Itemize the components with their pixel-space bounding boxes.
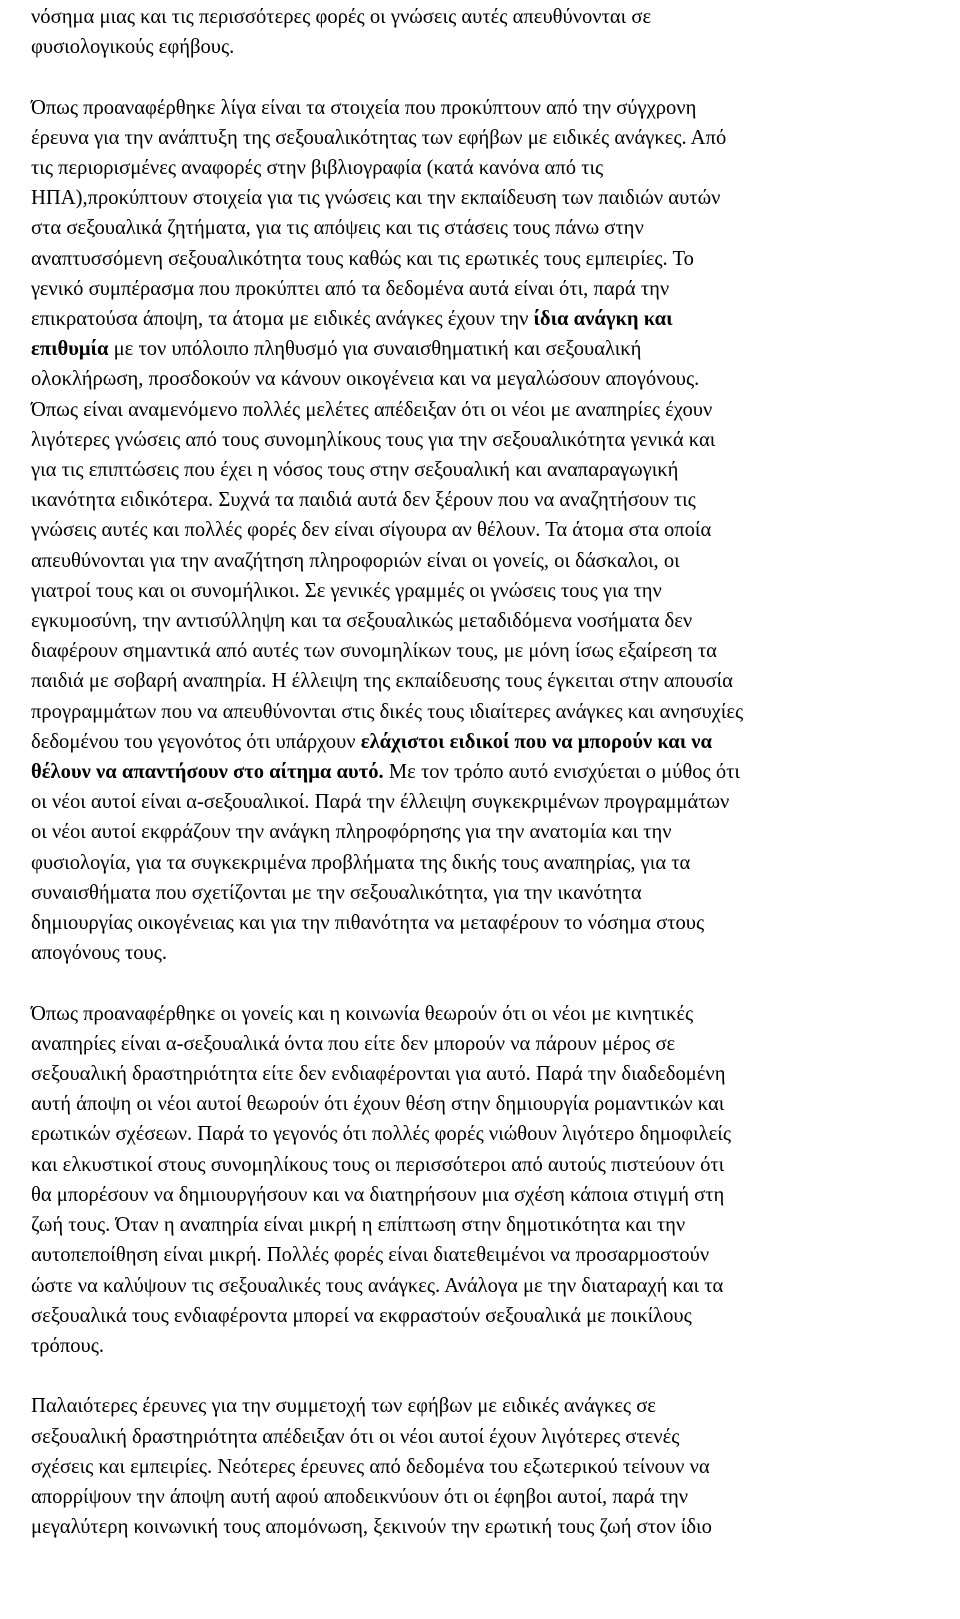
text-line: φυσιολογικούς εφήβους. <box>31 36 235 59</box>
paragraph-gap <box>31 968 946 998</box>
text-line: γνώσεις αυτές και πολλές φορές δεν είναι σίγουρα αν θέλουν. Τα άτομα στα οποία <box>31 519 712 542</box>
paragraph-1 <box>31 2 946 62</box>
text-line: συναισθήματα που σχετίζονται με την σεξουαλικότητα, για την ικανότητα <box>31 881 642 904</box>
text-line: τρόπους. <box>31 1334 105 1357</box>
paragraph-gap <box>31 1361 946 1391</box>
bold-emphasis: θέλουν να απαντήσουν στο αίτημα αυτό. <box>31 761 384 784</box>
text-line: διαφέρουν σημαντικά από αυτές των συνομηλίκων τους, με μόνη ίσως εξαίρεση τα <box>31 640 717 663</box>
text-line: ερωτικών σχέσεων. Παρά το γεγονός ότι πολλές φορές νιώθουν λιγότερο δημοφιλείς <box>31 1123 732 1146</box>
text-line: ζωή τους. Όταν η αναπηρία είναι μικρή η επίπτωση στην δημοτικότητα και την <box>31 1214 686 1237</box>
text-line: σχέσεις και εμπειρίες. Νεότερες έρευνες από δεδομένα του εξωτερικού τείνουν να <box>31 1455 710 1478</box>
text-line: λιγότερες γνώσεις από τους συνομηλίκους τους για την σεξουαλικότητα γενικά και <box>31 428 716 451</box>
text-line: απογόνους τους. <box>31 942 168 965</box>
text-line: σεξουαλικά τους ενδιαφέροντα μπορεί να εκφραστούν σεξουαλικά με ποικίλους <box>31 1304 692 1327</box>
text-line: Όπως είναι αναμενόμενο πολλές μελέτες απέδειξαν ότι οι νέοι με αναπηρίες έχουν <box>31 398 713 421</box>
text-line: ώστε να καλύψουν τις σεξουαλικές τους ανάγκες. Ανάλογα με την διαταραχή και τα <box>31 1274 724 1297</box>
text-line: αναπτυσσόμενη σεξουαλικότητα τους καθώς και τις ερωτικές τους εμπειρίες. Το <box>31 247 694 270</box>
text-line: στα σεξουαλικά ζητήματα, για τις απόψεις και τις στάσεις τους πάνω στην <box>31 217 644 240</box>
bold-emphasis: ελάχιστοι ειδικοί που να μπορούν και να <box>360 730 712 753</box>
text-line: ΗΠΑ),προκύπτουν στοιχεία για τις γνώσεις και την εκπαίδευση των παιδιών αυτών <box>31 187 721 210</box>
bold-emphasis: επιθυμία <box>31 338 109 361</box>
text-line: ικανότητα ειδικότερα. Συχνά τα παιδιά αυτά δεν ξέρουν που να αναζητήσουν τις <box>31 489 696 512</box>
text-line: Παλαιότερες έρευνες για την συμμετοχή των εφήβων με ειδικές ανάγκες σε <box>31 1395 656 1418</box>
text-line: παιδιά με σοβαρή αναπηρία. Η έλλειψη της εκπαίδευσης τους έγκειται στην απουσία <box>31 670 733 693</box>
text-line: αυτοπεποίθηση είναι μικρή. Πολλές φορές είναι διατεθειμένοι να προσαρμοστούν <box>31 1244 710 1267</box>
text-line: Με τον τρόπο αυτό ενισχύεται ο μύθος ότι <box>383 761 740 784</box>
text-line: δεδομένου του γεγονότος ότι υπάρχουν <box>31 730 361 753</box>
paragraph-2 <box>31 93 946 969</box>
bold-emphasis: ίδια ανάγκη και <box>533 308 673 331</box>
text-line: απευθύνονται για την αναζήτηση πληροφοριών είναι οι γονείς, οι δάσκαλοι, οι <box>31 549 680 572</box>
text-line: προγραμμάτων που να απευθύνονται στις δικές τους ιδιαίτερες ανάγκες και ανησυχίες <box>31 700 744 723</box>
text-line: επικρατούσα άποψη, τα άτομα με ειδικές ανάγκες έχουν την <box>31 308 534 331</box>
text-line: Όπως προαναφέρθηκε οι γονείς και η κοινωνία θεωρούν ότι οι νέοι με κινητικές <box>31 1002 694 1025</box>
text-line: με τον υπόλοιπο πληθυσμό για συναισθηματική και σεξουαλική <box>108 338 642 361</box>
paragraph-3 <box>31 999 946 1361</box>
text-line: εγκυμοσύνη, την αντισύλληψη και τα σεξουαλικώς μεταδιδόμενα νοσήματα δεν <box>31 610 693 633</box>
text-line: για τις επιπτώσεις που έχει η νόσος τους στην σεξουαλική και αναπαραγωγική <box>31 459 679 482</box>
text-line: τις περιορισμένες αναφορές στην βιβλιογραφία (κατά κανόνα από τις <box>31 157 604 179</box>
text-line: αναπηρίες είναι α-σεξουαλικά όντα που είτε δεν μπορούν να πάρουν μέρος σε <box>31 1032 676 1055</box>
text-line: γιατροί τους και οι συνομήλικοι. Σε γενικές γραμμές οι γνώσεις τους για την <box>31 579 662 602</box>
text-line: Όπως προαναφέρθηκε λίγα είναι τα στοιχεία που προκύπτουν από την σύγχρονη <box>31 96 697 119</box>
text-line: αυτή άποψη οι νέοι αυτοί θεωρούν ότι έχουν θέση στην δημιουργία ρομαντικών και <box>31 1093 725 1116</box>
text-line: δημιουργίας οικογένειας και για την πιθανότητα να μεταφέρουν το νόσημα στους <box>31 912 705 935</box>
text-line: οι νέοι αυτοί εκφράζουν την ανάγκη πληροφόρησης για την ανατομία και την <box>31 821 672 844</box>
text-line: θα μπορέσουν να δημιουργήσουν και να διατηρήσουν μια σχέση κάποια στιγμή στη <box>31 1183 725 1206</box>
text-line: οι νέοι αυτοί είναι α-σεξουαλικοί. Παρά την έλλειψη συγκεκριμένων προγραμμάτων <box>31 791 730 814</box>
text-line: απορρίψουν την άποψη αυτή αφού αποδεικνύουν ότι οι έφηβοι αυτοί, παρά την <box>31 1485 689 1508</box>
text-line: έρευνα για την ανάπτυξη της σεξουαλικότητας των εφήβων με ειδικές ανάγκες. Από <box>31 126 727 149</box>
text-line: και ελκυστικοί στους συνομηλίκους τους οι περισσότεροι από αυτούς πιστεύουν ότι <box>31 1153 725 1176</box>
paragraph-gap <box>31 62 946 92</box>
paragraph-4 <box>31 1391 946 1542</box>
text-line: φυσιολογία, για τα συγκεκριμένα προβλήματα της δικής τους αναπηρίας, για τα <box>31 851 691 874</box>
text-line: ολοκλήρωση, προσδοκούν να κάνουν οικογένεια και να μεγαλώσουν απογόνους. <box>31 368 700 391</box>
text-line: γενικό συμπέρασμα που προκύπτει από τα δεδομένα αυτά είναι ότι, παρά την <box>31 277 670 300</box>
text-line: νόσημα μιας και τις περισσότερες φορές οι γνώσεις αυτές απευθύνονται σε <box>31 6 652 28</box>
text-line: μεγαλύτερη κοινωνική τους απομόνωση, ξεκινούν την ερωτική τους ζωή στον ίδιο <box>31 1516 712 1539</box>
text-line: σεξουαλική δραστηριότητα απέδειξαν ότι οι νέοι αυτοί έχουν λιγότερες στενές <box>31 1425 680 1448</box>
text-line: σεξουαλική δραστηριότητα είτε δεν ενδιαφέρονται για αυτό. Παρά την διαδεδομένη <box>31 1063 726 1086</box>
